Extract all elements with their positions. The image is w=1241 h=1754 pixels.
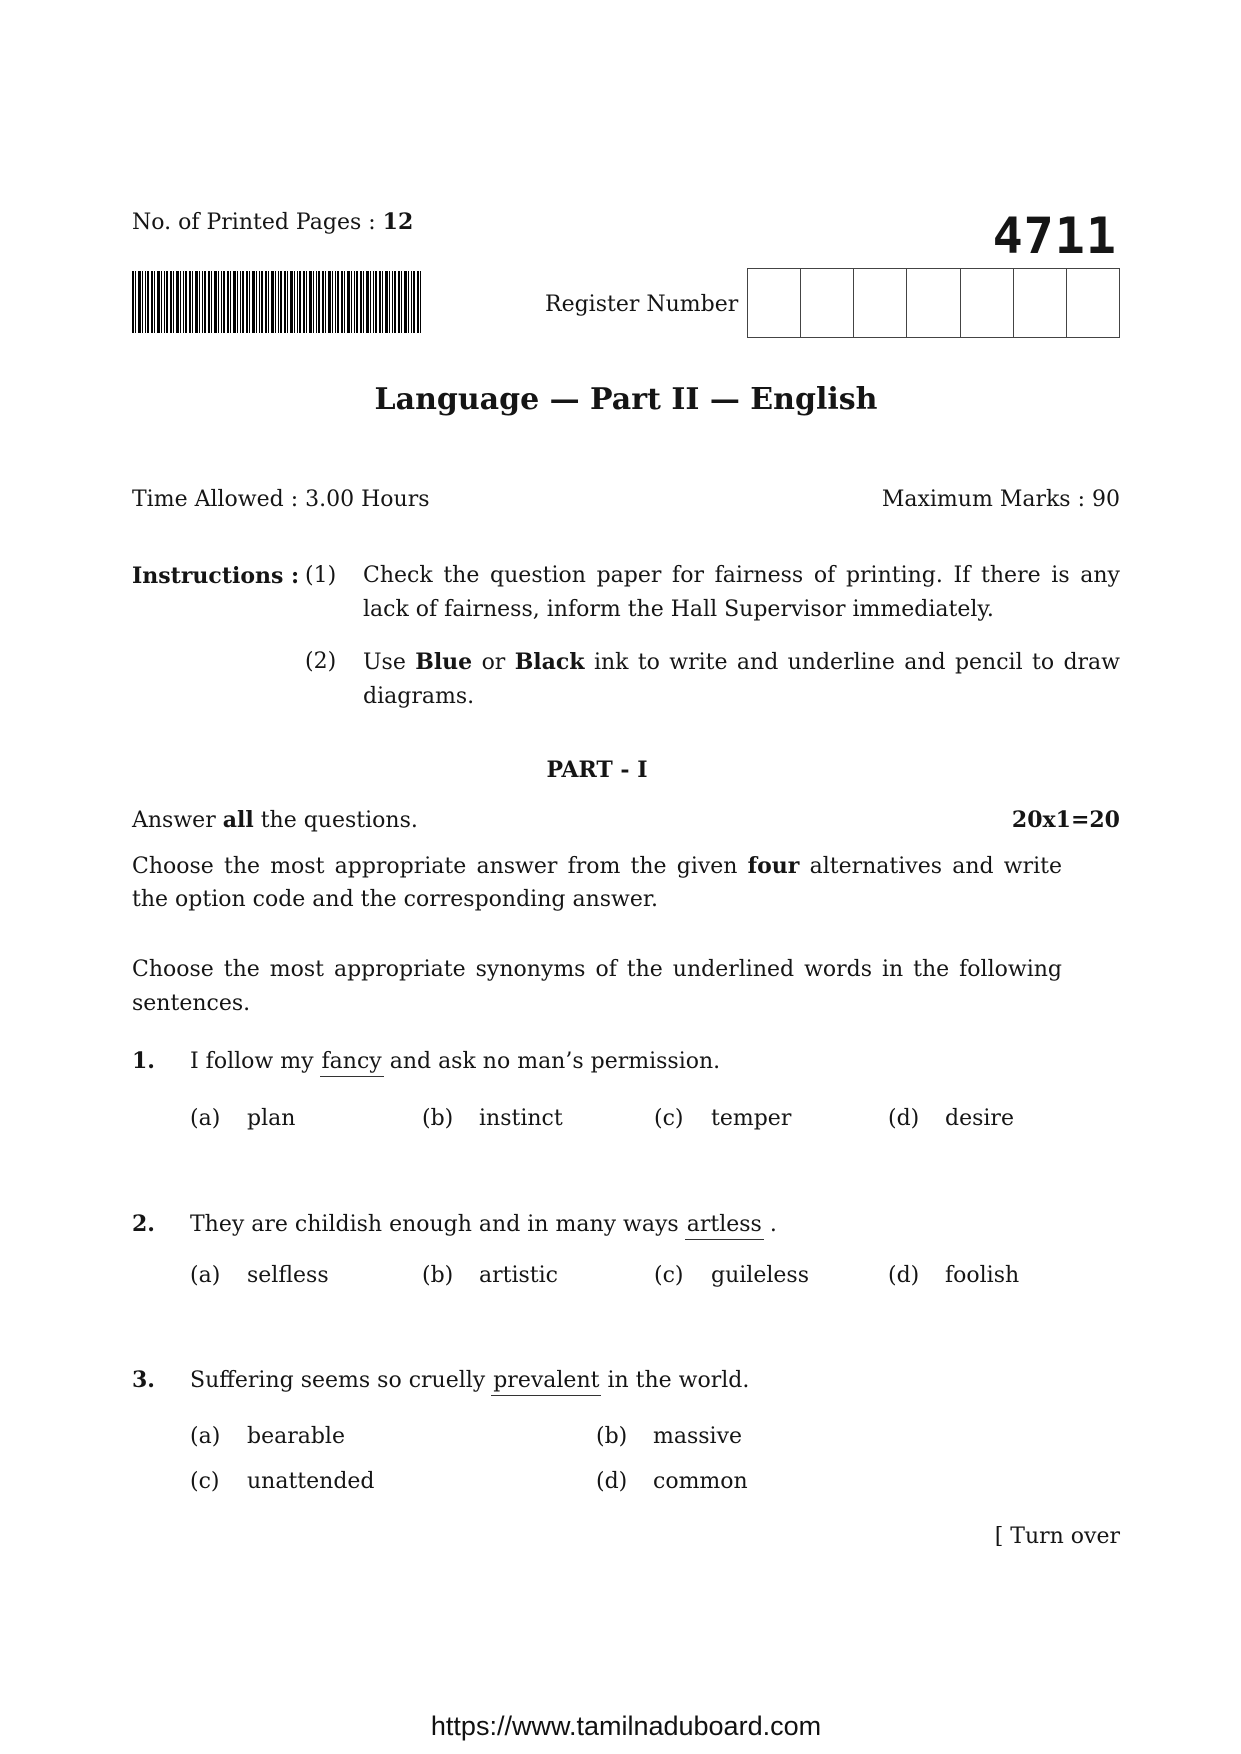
option-b <box>596 1420 742 1454</box>
option-text: temper <box>711 1106 792 1131</box>
direction-emphasis: all <box>222 807 254 833</box>
option-a <box>190 1102 295 1136</box>
option-text: artistic <box>479 1263 558 1288</box>
option-text: unattended <box>247 1469 375 1494</box>
question-2 <box>132 1207 777 1242</box>
choose-direction-line-1 <box>132 849 1062 884</box>
question-text: I follow my <box>190 1049 314 1074</box>
option-text: guileless <box>711 1263 809 1288</box>
option-b <box>422 1102 563 1136</box>
option-d <box>596 1465 748 1499</box>
instruction-number: (1) <box>305 563 337 588</box>
question-text: and ask no man’s permission. <box>389 1049 721 1074</box>
direction-text: alternatives and write <box>809 854 1062 879</box>
option-label: (c) <box>654 1106 684 1131</box>
option-text: desire <box>945 1106 1014 1131</box>
option-label: (a) <box>190 1263 221 1288</box>
register-number-label: Register Number <box>545 292 739 317</box>
option-text: bearable <box>247 1424 345 1449</box>
option-text: common <box>653 1469 748 1494</box>
maximum-marks: Maximum Marks : 90 <box>881 487 1120 512</box>
register-number-boxes <box>747 268 1120 338</box>
part-heading: PART - I <box>546 757 648 783</box>
register-number-box <box>961 268 1014 338</box>
turn-over-note: [ Turn over <box>994 1524 1120 1549</box>
option-c <box>654 1102 791 1136</box>
option-label: (c) <box>190 1469 220 1494</box>
option-label: (c) <box>654 1263 684 1288</box>
question-text: Suffering seems so cruelly <box>190 1368 486 1393</box>
question-3 <box>132 1363 749 1398</box>
underlined-word: fancy <box>320 1050 384 1077</box>
option-a <box>190 1259 329 1293</box>
register-number-box <box>854 268 907 338</box>
printed-pages <box>132 205 413 240</box>
ink-color-black: Black <box>514 649 585 675</box>
question-1 <box>132 1044 720 1079</box>
option-text: instinct <box>479 1106 563 1131</box>
option-label: (d) <box>888 1106 920 1131</box>
ink-color-blue: Blue <box>415 649 473 675</box>
option-c <box>190 1465 375 1499</box>
direction-text: Choose the most appropriate answer from the given <box>132 854 738 879</box>
barcode <box>132 271 423 333</box>
option-label: (b) <box>596 1424 628 1449</box>
source-url: https://www.tamilnaduboard.com <box>430 1711 822 1741</box>
instruction-text: ink to write and underline and pencil to draw <box>593 650 1120 675</box>
option-b <box>422 1259 558 1293</box>
option-c <box>654 1259 809 1293</box>
direction-emphasis: four <box>747 853 800 879</box>
synonyms-direction-line-2: sentences. <box>132 991 251 1016</box>
printed-pages-label: No. of Printed Pages : <box>132 210 376 235</box>
option-label: (b) <box>422 1263 454 1288</box>
option-label: (a) <box>190 1424 221 1449</box>
instructions-label: Instructions : <box>132 563 300 589</box>
option-text: foolish <box>945 1263 1020 1288</box>
choose-direction-line-2: the option code and the corresponding answer. <box>132 887 658 912</box>
option-label: (d) <box>888 1263 920 1288</box>
answer-all-direction <box>132 803 418 838</box>
register-number-box <box>1014 268 1067 338</box>
underlined-word: prevalent <box>491 1369 601 1396</box>
underlined-word: artless <box>685 1213 764 1240</box>
question-text: They are childish enough and in many ways <box>190 1212 679 1237</box>
instruction-1-line-2: lack of fairness, inform the Hall Supervisor immediately. <box>363 597 994 622</box>
option-label: (b) <box>422 1106 454 1131</box>
register-number-box <box>748 268 801 338</box>
option-d <box>888 1102 1014 1136</box>
instruction-1-line-1: Check the question paper for fairness of printing. If there is any <box>363 563 1120 588</box>
paper-code: 4711 <box>992 207 1117 265</box>
question-text: in the world. <box>607 1368 750 1393</box>
question-text: . <box>769 1212 777 1237</box>
printed-pages-count: 12 <box>382 209 414 235</box>
option-label: (a) <box>190 1106 221 1131</box>
question-number: 2. <box>132 1211 155 1237</box>
direction-text: the questions. <box>260 808 418 833</box>
register-number-box <box>1067 268 1120 338</box>
option-a <box>190 1420 345 1454</box>
instruction-2-line-1 <box>363 645 1120 680</box>
option-text: massive <box>653 1424 743 1449</box>
register-number-box <box>907 268 960 338</box>
option-text: plan <box>247 1106 296 1131</box>
instruction-number: (2) <box>305 649 337 674</box>
option-text: selfless <box>247 1263 329 1288</box>
question-number: 3. <box>132 1367 155 1393</box>
direction-text: Answer <box>132 808 216 833</box>
option-d <box>888 1259 1019 1293</box>
synonyms-direction-line-1: Choose the most appropriate synonyms of the underlined words in the following <box>132 957 1062 982</box>
instruction-2-line-2: diagrams. <box>363 684 475 709</box>
instruction-text: Use <box>363 650 406 675</box>
register-number-box <box>801 268 854 338</box>
time-allowed: Time Allowed : 3.00 Hours <box>132 487 430 512</box>
option-label: (d) <box>596 1469 628 1494</box>
part-marks: 20x1=20 <box>1011 807 1120 833</box>
paper-title: Language — Part II — English <box>374 382 878 417</box>
instruction-text: or <box>481 650 506 675</box>
question-number: 1. <box>132 1048 155 1074</box>
